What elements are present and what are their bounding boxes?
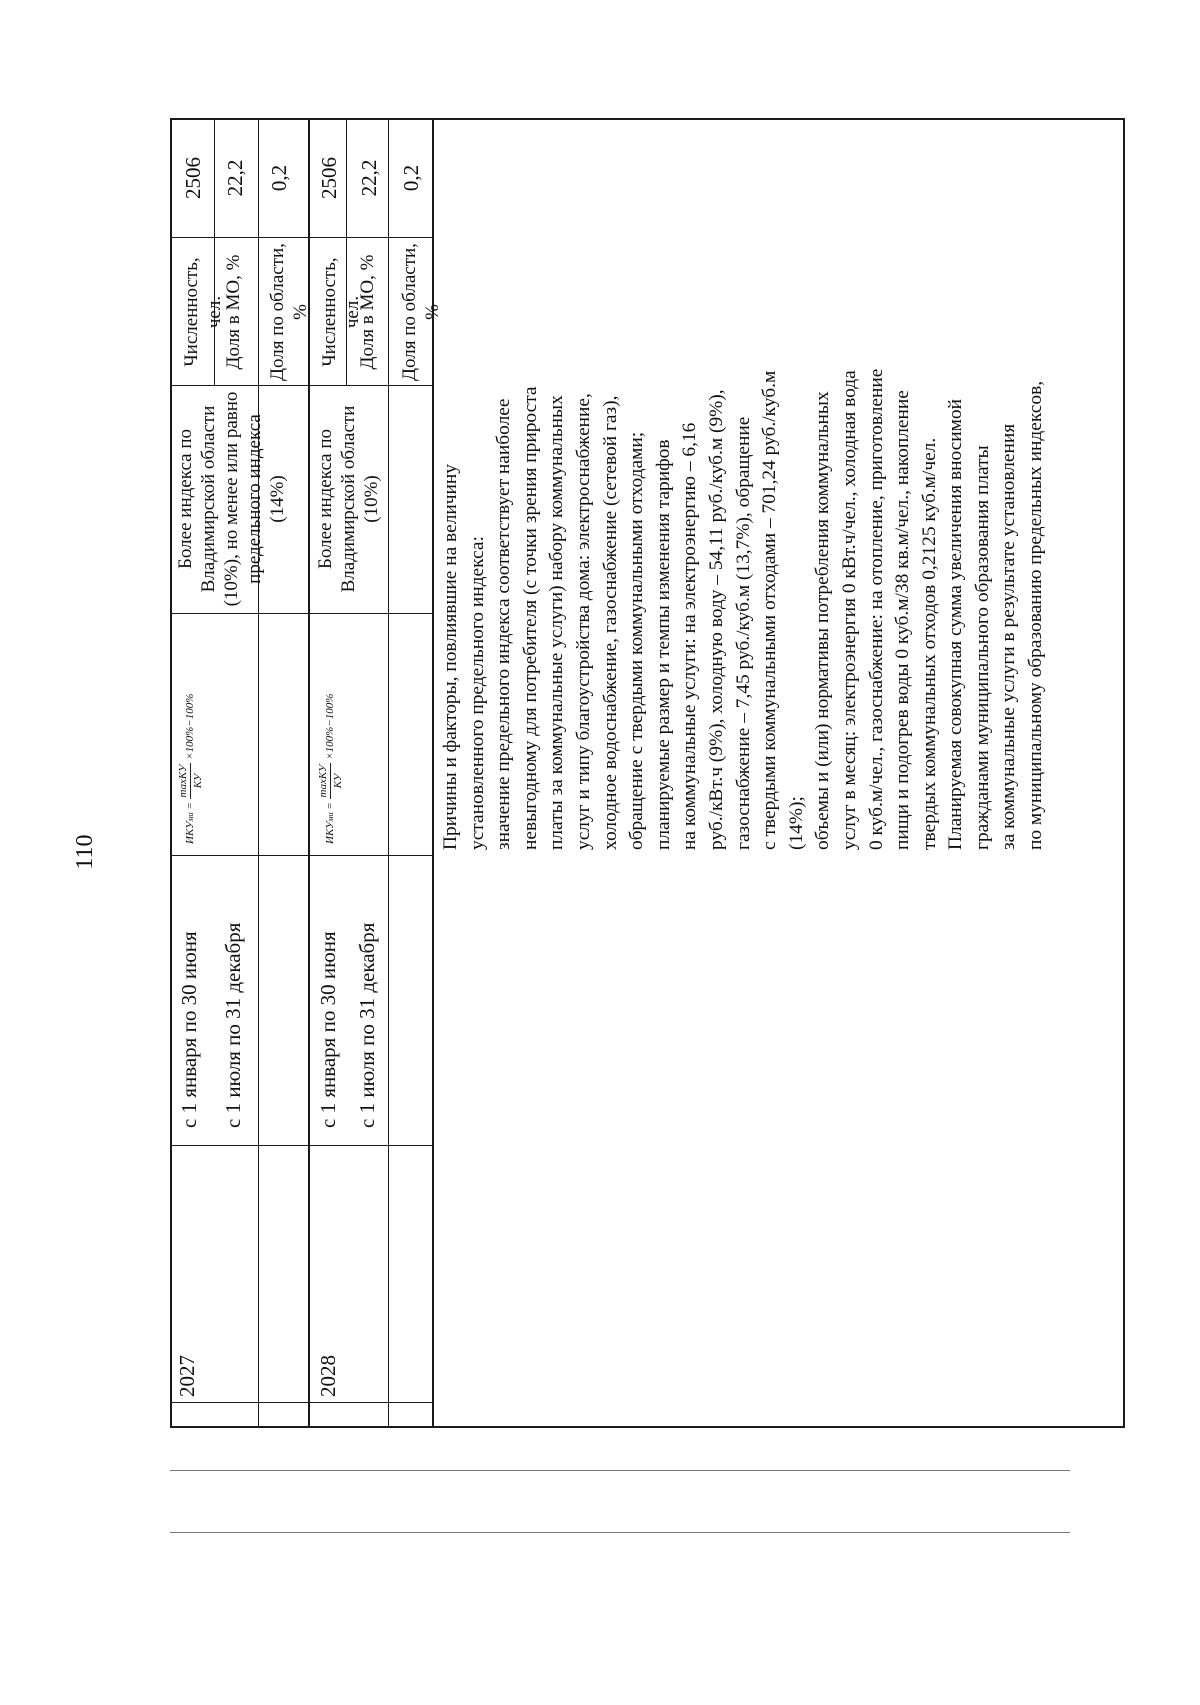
share-region-value-2028: 0,2	[399, 164, 423, 192]
divider-line	[170, 1470, 1070, 1471]
divider-line	[170, 1532, 1070, 1533]
factors-line: на коммунальные услуги: на электроэнергию – 6,16	[679, 422, 701, 850]
factors-line: гражданами муниципального образования платы	[971, 445, 993, 850]
factors-line: холодное водоснабжение, газоснабжение (сетевой газ),	[599, 395, 621, 850]
tariff-index-table	[170, 118, 1125, 1428]
factors-line: Причины и факторы, повлиявшие на величину	[440, 464, 461, 850]
factors-line: обращение с твердыми коммунальными отходами;	[626, 431, 648, 850]
factors-line: 0 куб.м/чел., газоснабжение: на отопление, приготовление	[865, 368, 887, 850]
factors-line: платы за коммунальные услуги) набору коммунальных	[546, 395, 568, 850]
factors-line: руб./кВт.ч (9%), холодную воду – 54,11 руб./куб.м (9%),	[705, 389, 727, 850]
factors-description	[436, 120, 1122, 856]
population-label-2028: Численность, чел.	[319, 257, 363, 367]
year-2028: 2028	[316, 1355, 340, 1397]
share-mo-label-2027: Доля в МО, %	[223, 254, 244, 370]
population-value-2028: 2506	[317, 157, 341, 199]
factors-line: Планируемая совокупная сумма увеличения вносимой	[945, 399, 967, 850]
period-2028-h2: с 1 июля по 31 декабря	[355, 922, 379, 1128]
factors-line: услуг и типу благоустройства дома: электроснабжение,	[572, 393, 594, 850]
factors-line: газоснабжение – 7,45 руб./куб.м (13,7%), обращение	[732, 416, 754, 850]
factors-line: услуг в месяц: электроэнергия 0 кВт.ч/чел., холодная вода	[838, 370, 860, 850]
population-value-2027: 2506	[181, 157, 205, 199]
factors-line: (14%);	[785, 796, 807, 850]
share-mo-label-2028: Доля в МО, %	[357, 254, 378, 370]
share-region-value-2027: 0,2	[267, 164, 291, 192]
share-mo-value-2028: 22,2	[357, 159, 381, 197]
factors-line: значение предельного индекса соответствует наиболее	[493, 398, 515, 850]
factors-line: по муниципальному образованию предельных индексов,	[1025, 380, 1047, 850]
population-label-2027: Численность, чел.	[181, 257, 225, 367]
factors-line: пищи и подогрев воды 0 куб.м/38 кв.м/чел., накопление	[892, 390, 914, 850]
share-region-label-2027: Доля по области, %	[267, 243, 311, 381]
factors-line: с твердыми коммунальными отходами – 701,24 руб./куб.м	[759, 370, 781, 850]
factors-line: невыгодному для потребителя (с точки зрения прироста	[519, 386, 541, 850]
factors-line: установленного предельного индекса:	[466, 536, 488, 850]
formula-2027: ИКУми = maxКУ КУ ×100%−100%	[177, 693, 204, 844]
criterion-2028: Более индекса по Владимирской области (10%)	[315, 405, 382, 593]
period-2027-h1: с 1 января по 30 июня	[177, 931, 201, 1128]
share-mo-value-2027: 22,2	[223, 159, 247, 197]
formula-2028: ИКУми = maxКУ КУ ×100%−100%	[317, 693, 344, 844]
page-number: 110	[72, 834, 98, 870]
period-2027-h2: с 1 июля по 31 декабря	[221, 922, 245, 1128]
share-region-label-2028: Доля по области, %	[399, 243, 443, 381]
year-2027: 2027	[175, 1355, 199, 1397]
factors-line: твердых коммунальных отходов 0,2125 куб.м/чел.	[918, 437, 940, 850]
period-2028-h1: с 1 января по 30 июня	[316, 931, 340, 1128]
factors-line: объемы и (или) нормативы потребления коммунальных	[812, 391, 834, 850]
factors-line: планируемые размер и темпы изменения тарифов	[652, 439, 674, 850]
criterion-2027: Более индекса по Владимирской области (10%), но менее или равно предельного индекса (14%)	[175, 391, 288, 607]
factors-line: за коммунальные услуги в результате установления	[998, 423, 1020, 850]
